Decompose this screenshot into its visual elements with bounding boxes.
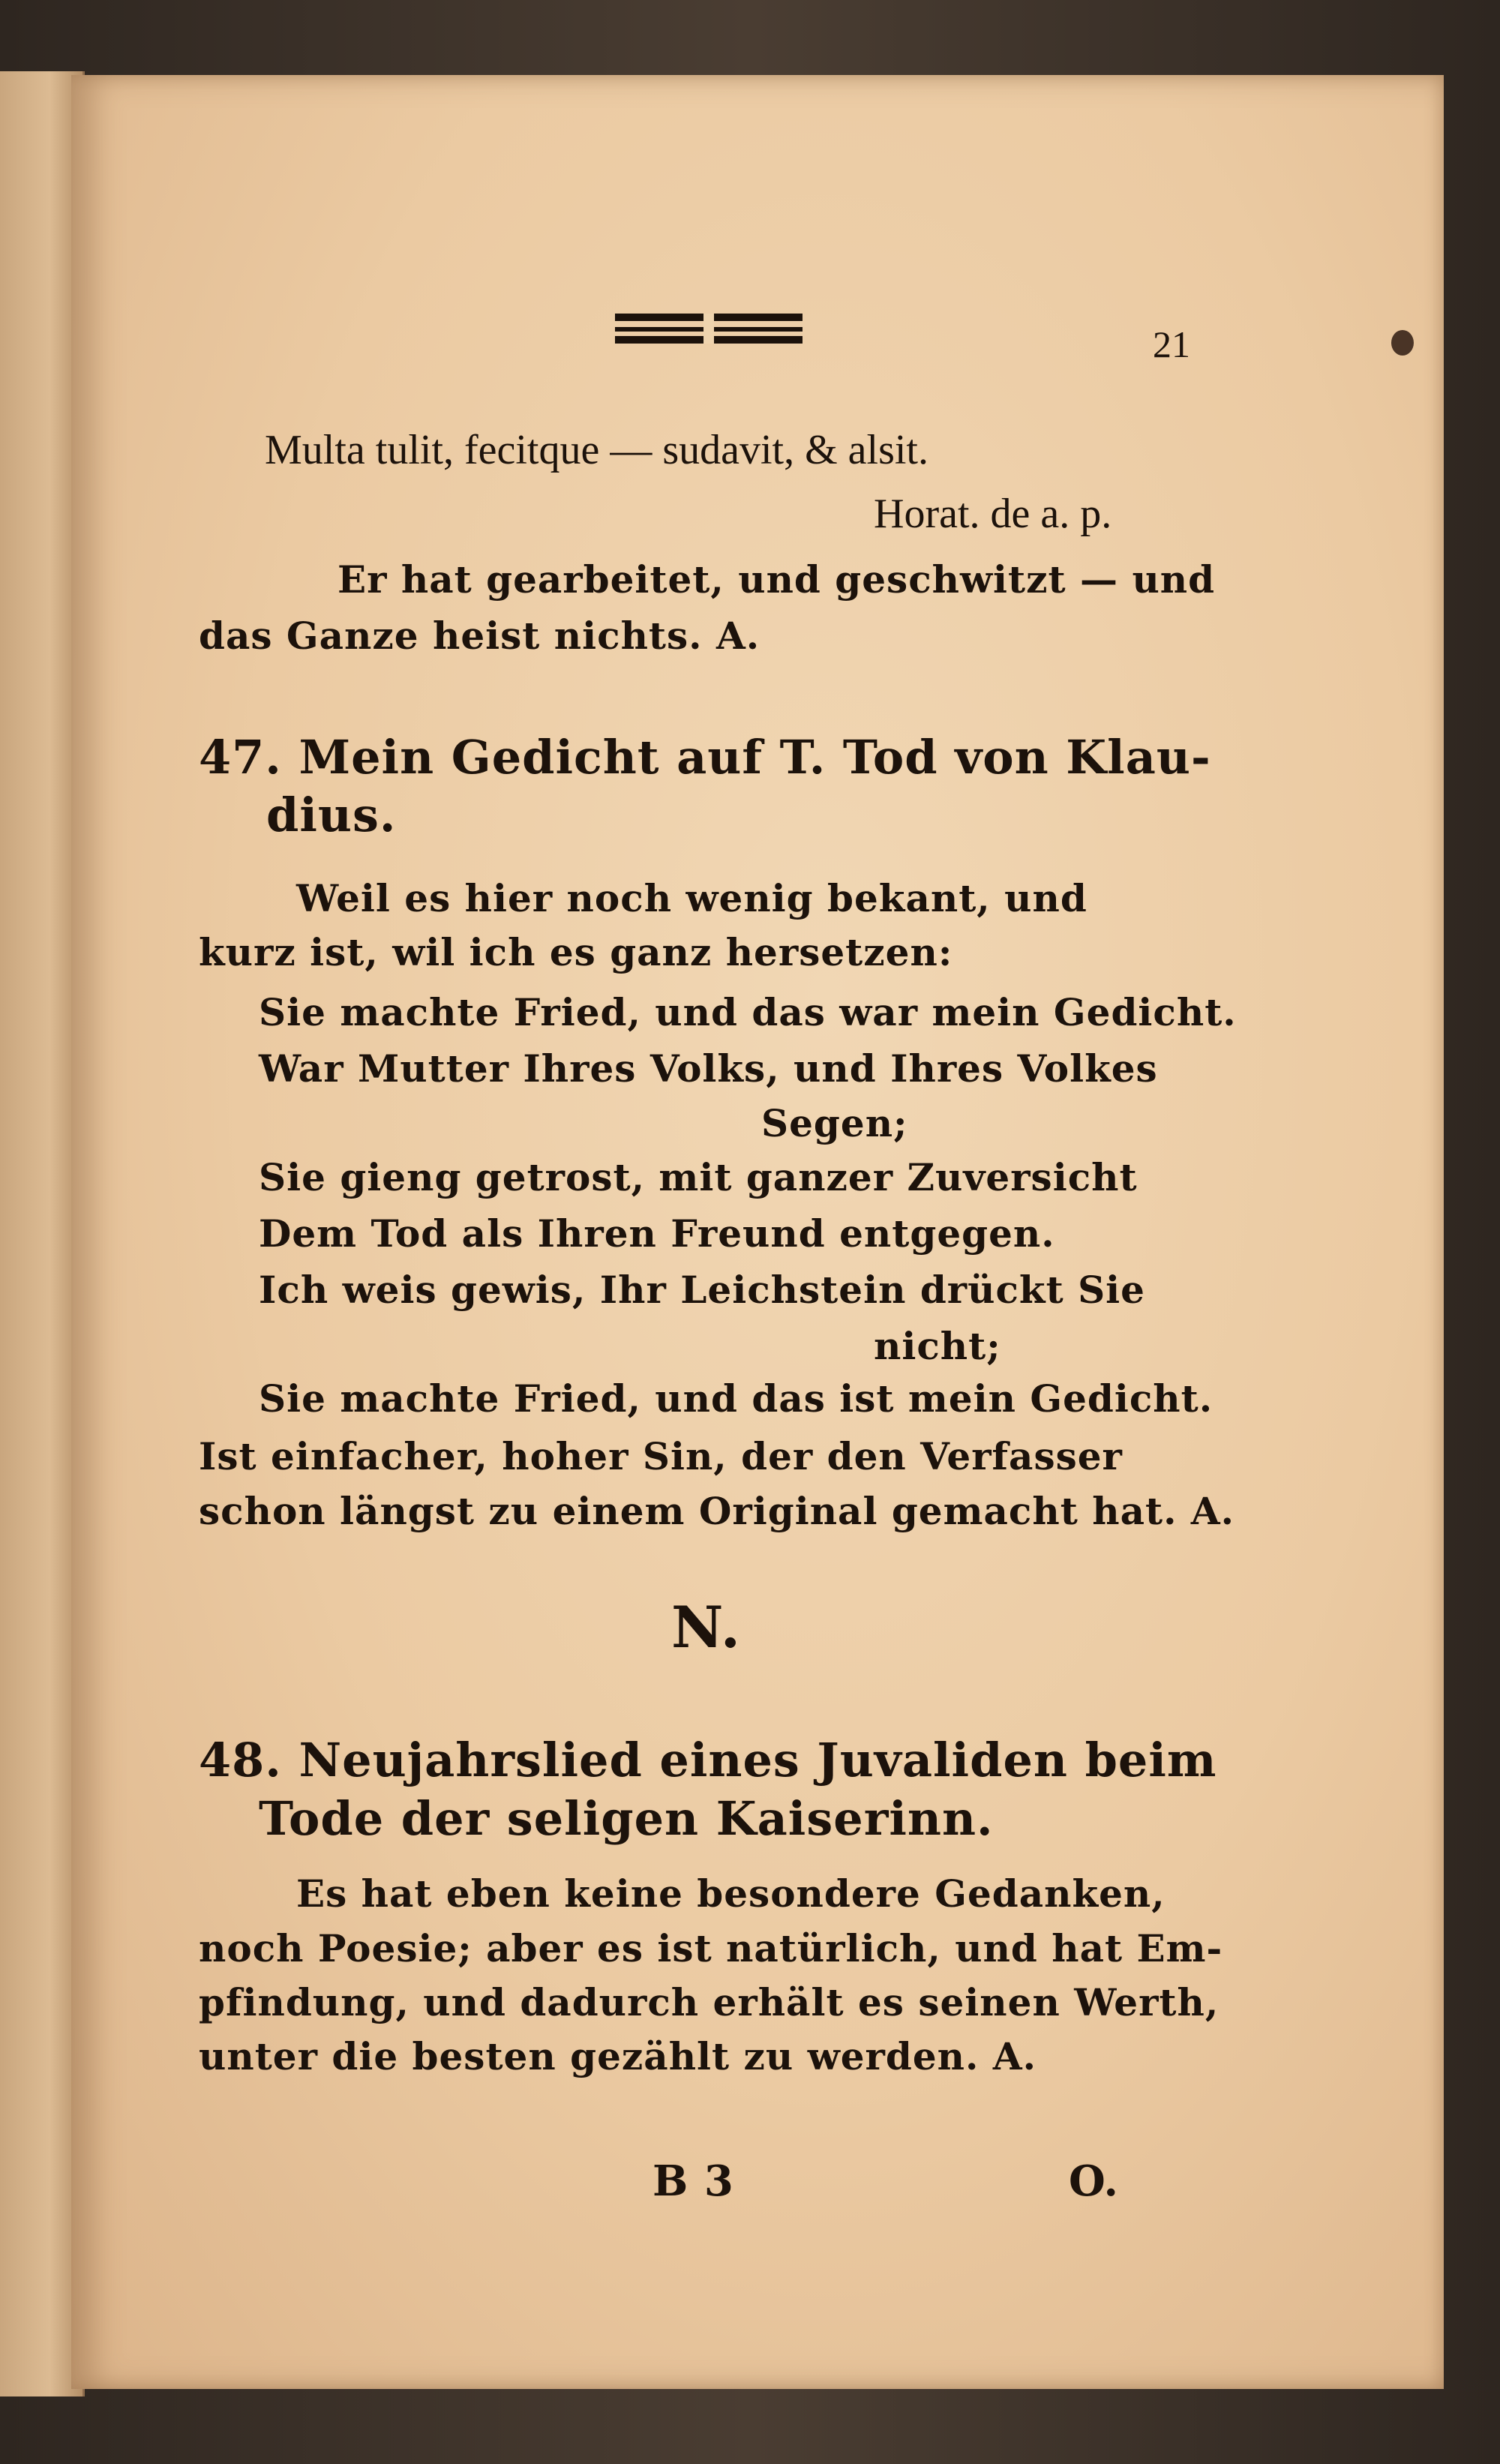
item-48-text: unter die besten gezählt zu werden. A.: [199, 2034, 1037, 2078]
translation-line-2: das Ganze heist nichts. A.: [199, 614, 760, 658]
verse-line: nicht;: [874, 1324, 1001, 1368]
item-48-heading: 48. Neujahrslied eines Juvaliden beim: [199, 1733, 1217, 1787]
verse-line: Segen;: [761, 1101, 908, 1145]
item-48-text: Es hat eben keine besondere Gedanken,: [296, 1871, 1166, 1916]
item-47-heading: 47. Mein Gedicht auf T. Tod von Klau-: [199, 730, 1211, 785]
item-47-comment-1: Ist einfacher, hoher Sin, der den Verfasser: [199, 1434, 1123, 1478]
verse-line: War Mutter Ihres Volks, und Ihres Volkes: [259, 1046, 1158, 1091]
item-48-text: noch Poesie; aber es ist natürlich, und hat Em-: [199, 1926, 1223, 1970]
header-ornament: [615, 314, 802, 350]
motto-latin: Multa tulit, fecitque — sudavit, & alsit.: [265, 427, 928, 473]
section-letter: N.: [671, 1594, 742, 1661]
signature-mark: B 3: [652, 2156, 734, 2206]
translation-line-1: Er hat gearbeitet, und geschwitzt — und: [338, 557, 1216, 602]
item-48-heading-cont: Tode der seligen Kaiserinn.: [259, 1791, 994, 1846]
verse-line: Sie machte Fried, und das ist mein Gedicht.: [259, 1376, 1214, 1421]
item-47-heading-cont: dius.: [266, 788, 397, 842]
page-number: 21: [1153, 323, 1190, 365]
item-47-comment-2: schon längst zu einem Original gemacht hat. A.: [199, 1489, 1235, 1533]
catchword: O.: [1069, 2156, 1119, 2206]
verse-line: Dem Tod als Ihren Freund entgegen.: [259, 1211, 1055, 1256]
motto-source: Horat. de a. p.: [874, 491, 1112, 537]
book-page: [71, 75, 1444, 2389]
verse-line: Sie gieng getrost, mit ganzer Zuversicht: [259, 1155, 1138, 1199]
ink-spot: [1391, 330, 1414, 356]
verse-line: Ich weis gewis, Ihr Leichstein drückt Sie: [259, 1268, 1145, 1312]
item-48-text: pfindung, und dadurch erhält es seinen Werth,: [199, 1980, 1220, 2024]
verse-line: Sie machte Fried, und das war mein Gedicht.: [259, 990, 1237, 1034]
item-47-intro-2: kurz ist, wil ich es ganz hersetzen:: [199, 930, 953, 974]
item-47-intro-1: Weil es hier noch wenig bekant, und: [296, 876, 1088, 920]
